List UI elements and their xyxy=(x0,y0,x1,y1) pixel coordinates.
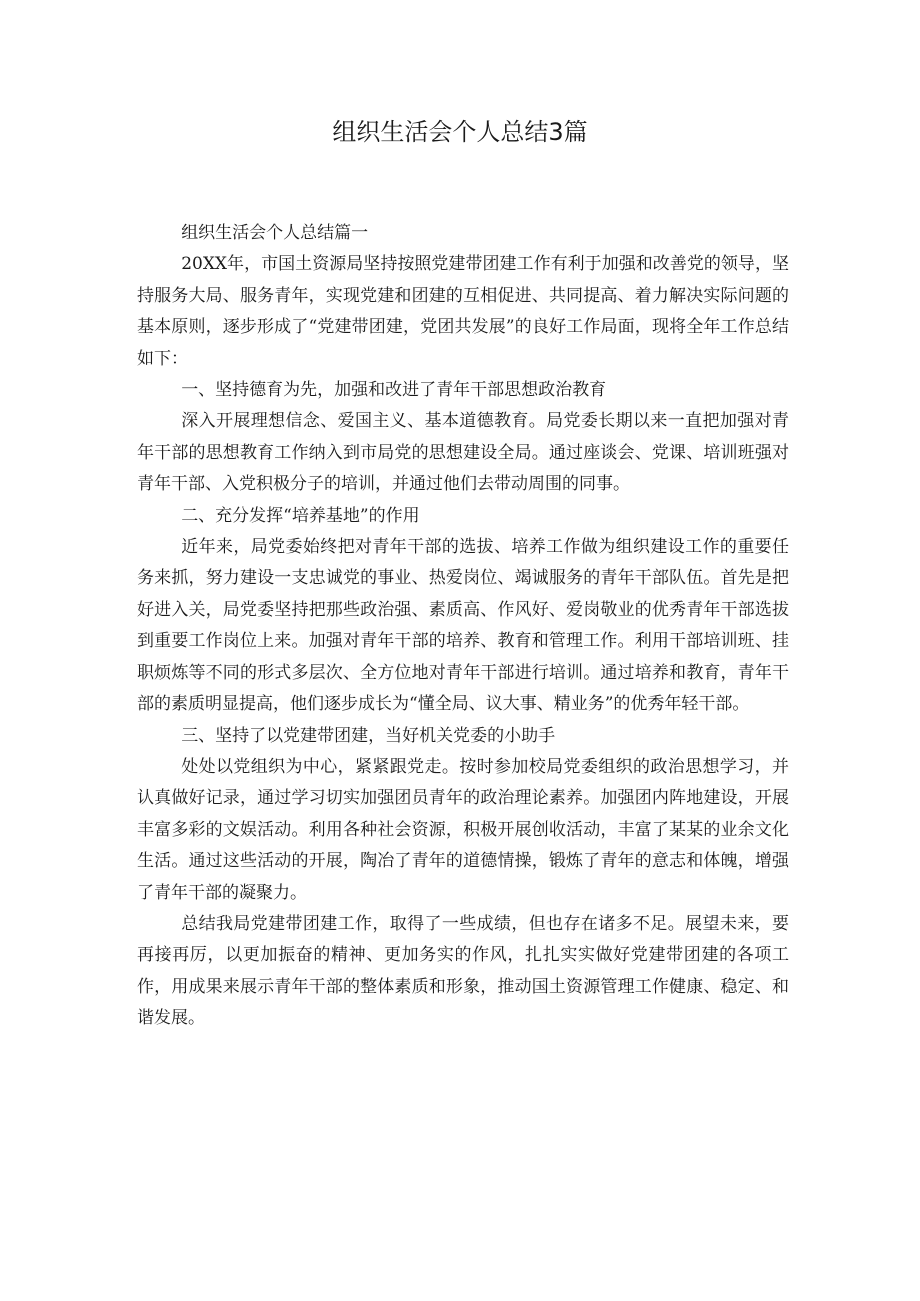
body-paragraph: 处处以党组织为中心，紧紧跟党走。按时参加校局党委组织的政治思想学习，并认真做好记录，通过学习切实加强团员青年的政治理论素养。加强团内阵地建设，开展丰富多彩的文娱活动。利用各种社会资源，积极开展创收活动，丰富了某某的业余文化生活。通过这些活动的开展，陶冶了青年的道德情操，锻炼了青年的意志和体魄，增强了青年干部的凝聚力。 xyxy=(137,756,789,903)
document-title: 组织生活会个人总结3篇 xyxy=(332,118,588,146)
body-paragraph: 20XX年，市国土资源局坚持按照党建带团建工作有利于加强和改善党的领导，坚持服务大局、服务青年，实现党建和团建的互相促进、共同提高、着力解决实际问题的基本原则，逐步形成了“党建带团建，党团共发展”的良好工作局面，现将全年工作总结如下： xyxy=(137,254,789,369)
body-paragraph: 近年来，局党委始终把对青年干部的选拔、培养工作做为组织建设工作的重要任务来抓，努力建设一支忠诚党的事业、热爱岗位、竭诚服务的青年干部队伍。首先是把好进入关，局党委坚持把那些政治强、素质高、作风好、爱岗敬业的优秀青年干部选拔到重要工作岗位上来。加强对青年干部的培养、教育和管理工作。利用干部培训班、挂职烦炼等不同的形式多层次、全方位地对青年干部进行培训。通过培养和教育，青年干部的素质明显提高，他们逐步成长为“懂全局、议大事、精业务”的优秀年轻干部。 xyxy=(137,537,789,715)
document-body xyxy=(137,218,789,1035)
section-heading: 组织生活会个人总结篇一 xyxy=(181,223,369,243)
section-heading: 三、坚持了以党建带团建，当好机关党委的小助手 xyxy=(181,725,556,746)
body-paragraph: 深入开展理想信念、爱国主义、基本道德教育。局党委长期以来一直把加强对青年干部的思想教育工作纳入到市局党的思想建设全局。通过座谈会、党课、培训班强对青年干部、入党积极分子的培训，并通过他们去带动周围的同事。 xyxy=(137,411,789,495)
section-heading: 一、坚持德育为先，加强和改进了青年干部思想政治教育 xyxy=(181,380,607,401)
section-heading: 二、充分发挥“培养基地”的作用 xyxy=(181,505,420,526)
body-paragraph: 总结我局党建带团建工作，取得了一些成绩，但也存在诸多不足。展望未来，要再接再厉，以更加振奋的精神、更加务实的作风，扎扎实实做好党建带团建的各项工作，用成果来展示青年干部的整体素质和形象，推动国土资源管理工作健康、稳定、和谐发展。 xyxy=(137,913,789,1029)
